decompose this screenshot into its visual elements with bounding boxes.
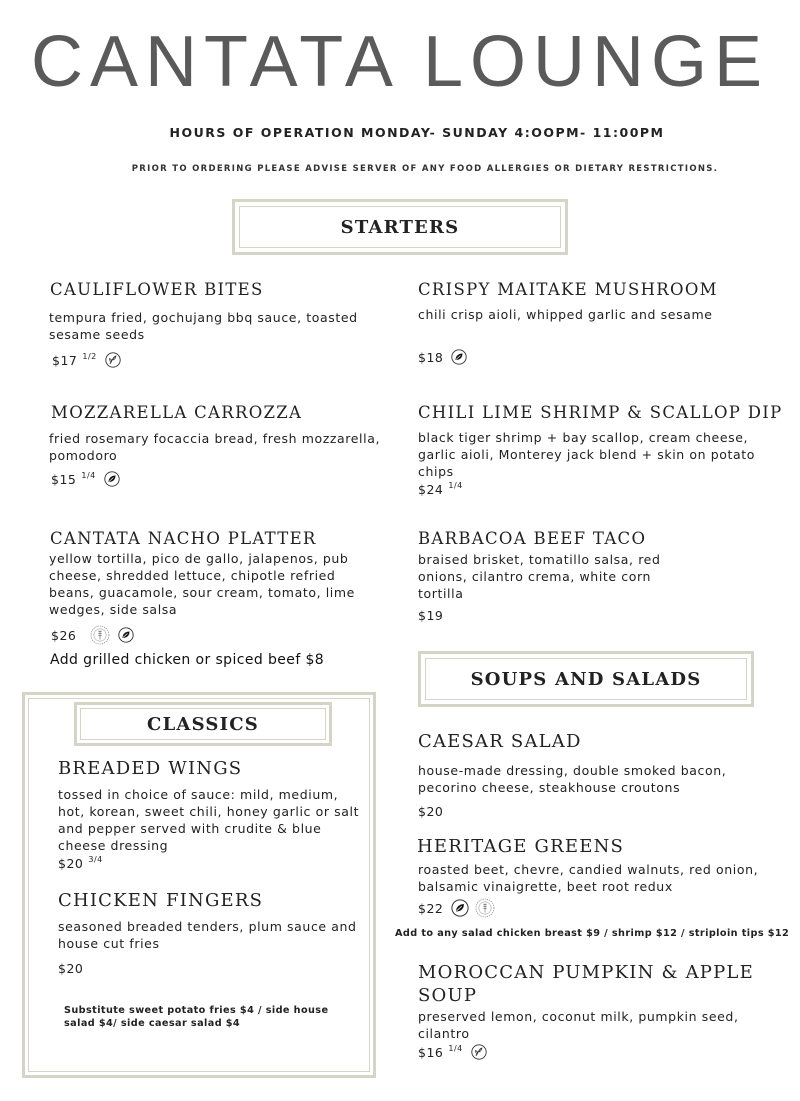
classics-heading-box — [74, 702, 332, 746]
item-name-heritage-greens: HERITAGE GREENS — [417, 836, 625, 857]
price-value: $26 — [51, 627, 77, 643]
item-name-breaded-wings: BREADED WINGS — [58, 758, 243, 779]
item-desc-heritage-greens: roasted beet, chevre, candied walnuts, red onion, balsamic vinaigrette, beet root redux — [418, 862, 759, 894]
classics-heading: CLASSICS — [80, 708, 326, 740]
item-name-chili-lime-shrimp-scallop-dip: CHILI LIME SHRIMP & SCALLOP DIP — [418, 403, 783, 422]
price-value: $17 — [52, 352, 78, 368]
price-value: $24 — [418, 482, 444, 497]
vegan-leaf-icon — [451, 349, 467, 365]
price-fraction: 1/2 — [82, 351, 97, 361]
vegan-leaf-icon — [451, 899, 469, 917]
price-fraction: 1/4 — [81, 470, 96, 480]
price-value: $19 — [418, 608, 444, 623]
substitute-note: Substitute sweet potato fries $4 / side house salad $4/ side caesar salad $4 — [64, 1005, 329, 1029]
hours-of-operation: HOURS OF OPERATION MONDAY- SUNDAY 4:OOPM- 11:00PM — [169, 125, 665, 140]
item-name-moroccan-pumpkin-apple-soup: MOROCCAN PUMPKIN & APPLE SOUP — [418, 962, 754, 1006]
price-fraction: 1/4 — [448, 481, 463, 490]
item-name-mozzarella-carrozza: MOZZARELLA CARROZZA — [51, 403, 303, 422]
item-price-caesar-salad — [418, 804, 443, 819]
price-fraction: 3/4 — [88, 855, 103, 864]
page-title: CANTATA LOUNGE — [30, 22, 770, 102]
soups-salads-heading: SOUPS AND SALADS — [425, 658, 747, 700]
item-price-cantata-nacho-platter — [51, 625, 134, 645]
item-desc-chili-lime-shrimp-scallop-dip: black tiger shrimp + bay scallop, cream cheese, garlic aioli, Monterey jack blend + skin on potato chips — [418, 430, 756, 479]
item-desc-moroccan-pumpkin-apple-soup: preserved lemon, coconut milk, pumpkin seed, cilantro — [418, 1009, 739, 1041]
price-value: $18 — [418, 349, 444, 365]
item-price-chili-lime-shrimp-scallop-dip — [418, 482, 463, 497]
item-price-mozzarella-carrozza — [51, 471, 120, 487]
item-name-barbacoa-beef-taco: BARBACOA BEEF TACO — [418, 529, 647, 548]
starters-heading: STARTERS — [239, 206, 561, 248]
vegan-leaf-icon — [104, 471, 120, 487]
item-desc-mozzarella-carrozza: fried rosemary focaccia bread, fresh mozzarella, pomodoro — [49, 431, 381, 463]
item-desc-chicken-fingers: seasoned breaded tenders, plum sauce and house cut fries — [58, 919, 357, 951]
price-value: $22 — [418, 900, 444, 916]
item-name-cantata-nacho-platter: CANTATA NACHO PLATTER — [50, 529, 317, 548]
nacho-addon-note: Add grilled chicken or spiced beef $8 — [50, 652, 325, 668]
price-value: $15 — [51, 471, 77, 487]
item-price-barbacoa-beef-taco — [418, 608, 443, 623]
item-name-caesar-salad: CAESAR SALAD — [418, 731, 582, 752]
item-price-breaded-wings — [58, 856, 103, 871]
vegetarian-plant-icon — [105, 352, 121, 368]
price-value: $20 — [58, 961, 84, 976]
vegan-leaf-icon — [118, 627, 134, 643]
item-name-chicken-fingers: CHICKEN FINGERS — [58, 890, 264, 911]
item-desc-caesar-salad: house-made dressing, double smoked bacon, pecorino cheese, steakhouse croutons — [418, 763, 727, 795]
item-desc-barbacoa-beef-taco: braised brisket, tomatillo salsa, red onions, cilantro crema, white corn tortilla — [418, 552, 661, 601]
starters-heading-box — [232, 199, 568, 255]
price-value: $20 — [58, 856, 84, 871]
item-price-moroccan-pumpkin-apple-soup — [418, 1044, 487, 1060]
item-name-crispy-maitake-mushroom: CRISPY MAITAKE MUSHROOM — [418, 280, 718, 299]
salad-addon-note: Add to any salad chicken breast $9 / shrimp $12 / striploin tips $12 — [395, 928, 790, 939]
item-name-cauliflower-bites: CAULIFLOWER BITES — [50, 280, 264, 299]
soups-salads-heading-box — [418, 651, 754, 707]
vegetarian-plant-icon — [471, 1044, 487, 1060]
item-desc-cauliflower-bites: tempura fried, gochujang bbq sauce, toasted sesame seeds — [49, 310, 358, 342]
item-price-chicken-fingers — [58, 961, 83, 976]
item-price-crispy-maitake-mushroom — [418, 349, 467, 365]
item-desc-crispy-maitake-mushroom: chili crisp aioli, whipped garlic and sesame — [418, 307, 713, 322]
allergy-notice: PRIOR TO ORDERING PLEASE ADVISE SERVER OF ANY FOOD ALLERGIES OR DIETARY RESTRICTIONS. — [131, 164, 719, 174]
item-price-cauliflower-bites — [52, 352, 121, 368]
item-desc-cantata-nacho-platter: yellow tortilla, pico de gallo, jalapenos, pub cheese, shredded lettuce, chipotle refried beans, guacamole, sour cream, tomato, lime wedges, side salsa — [49, 551, 355, 617]
price-value: $20 — [418, 804, 444, 819]
gluten-free-badge-icon — [475, 898, 495, 918]
item-price-heritage-greens — [418, 898, 495, 918]
price-value: $16 — [418, 1044, 444, 1060]
item-desc-breaded-wings: tossed in choice of sauce: mild, medium, hot, korean, sweet chili, honey garlic or salt and pepper served with crudite & blue cheese dressing — [58, 787, 360, 853]
price-fraction: 1/4 — [448, 1043, 463, 1053]
gluten-free-badge-icon — [90, 625, 110, 645]
